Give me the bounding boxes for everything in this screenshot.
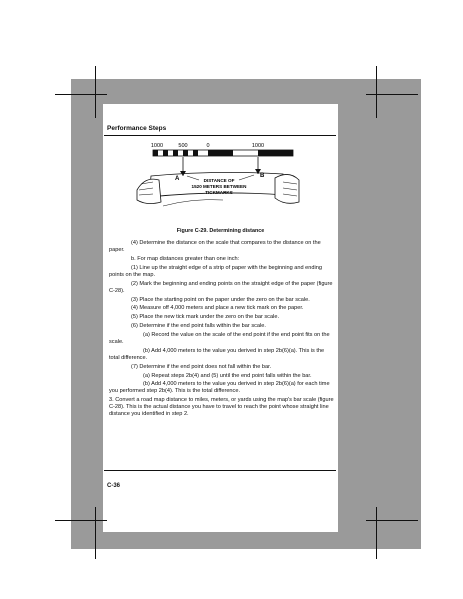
paragraph: 3. Convert a road map distance to miles, meters, or yards using the map's bar scale (figure C-28). This is the actual distance you have to travel to reach the point whose straight line distance you identified in step 2.	[109, 397, 334, 418]
crop-mark	[95, 507, 96, 559]
paragraph: (4) Determine the distance on the scale that compares to the distance on the paper.	[109, 240, 321, 254]
crop-mark	[366, 520, 418, 521]
figure-caption: Figure C-29. Determining distance	[176, 228, 265, 234]
callout-text: DISTANCE OF	[203, 178, 235, 183]
paragraph: (7) Determine if the end point does not fall within the bar.	[131, 363, 272, 370]
paragraph: (a) Repeat steps 2b(4) and (5) until the end point falls within the bar.	[143, 372, 312, 379]
paragraph: (4) Measure off 4,000 meters and place a new tick mark on the paper.	[131, 305, 304, 312]
section-header: Performance Steps	[107, 125, 167, 132]
paragraph: (b) Add 4,000 meters to the value you derived in step 2b(6)(a). This is the total difference.	[109, 347, 325, 361]
crop-mark	[366, 94, 418, 95]
paragraph: b. For map distances greater than one inch:	[131, 255, 240, 262]
scale-label: 500	[178, 143, 188, 149]
paragraph: (1) Line up the straight edge of a strip of paper with the beginning and ending points on the map.	[109, 264, 322, 278]
crop-mark	[55, 520, 107, 521]
body-text	[109, 240, 334, 420]
paragraph: (3) Place the starting point on the paper under the zero on the bar scale.	[131, 296, 310, 303]
scale-label: 0	[206, 143, 210, 149]
paragraph: (5) Place the new tick mark under the zero on the bar scale.	[131, 314, 279, 321]
page-number: C-36	[107, 483, 121, 489]
crop-mark	[376, 66, 377, 118]
callout-text: 1520 METERS BETWEEN	[191, 184, 247, 189]
bar-scale-figure	[133, 140, 301, 224]
crop-mark	[55, 94, 107, 95]
callout-text: TICKMARKS	[205, 190, 233, 195]
paragraph: (2) Mark the beginning and ending points on the straight edge of the paper (figure C-28).	[109, 280, 333, 294]
scale-label: 1000	[251, 143, 265, 149]
crop-mark	[376, 507, 377, 559]
point-a-label: A	[175, 176, 180, 182]
footer-rule	[104, 470, 336, 471]
crop-mark	[95, 66, 96, 118]
header-rule	[104, 135, 336, 136]
paragraph: (a) Record the value on the scale of the end point if the end point fits on the scale.	[109, 331, 330, 345]
paragraph: (b) Add 4,000 meters to the value you derived in step 2b(6)(a) for each time you performed step 2b(4). This is the total difference.	[109, 381, 330, 395]
bar-scale	[153, 150, 293, 156]
point-b-label: B	[260, 173, 265, 179]
paragraph: (6) Determine if the end point falls within the bar scale.	[131, 323, 266, 330]
scale-label: 1000	[150, 143, 164, 149]
